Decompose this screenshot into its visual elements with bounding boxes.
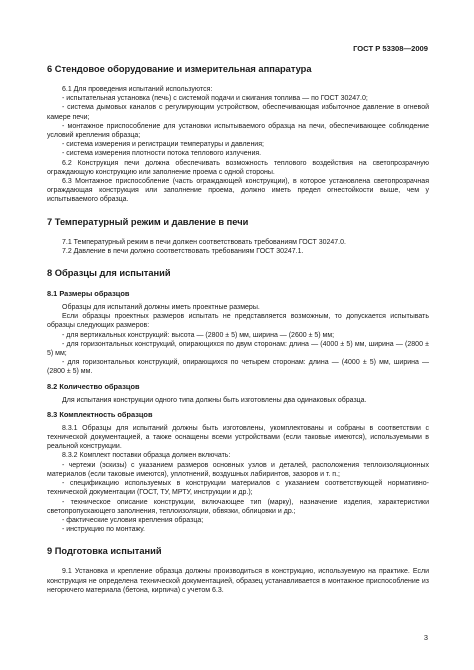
list-item: - для вертикальных конструкций: высота — (2800 ± 5) мм, ширина — (2600 ± 5) мм; bbox=[62, 331, 335, 339]
list-item: - монтажное приспособление для установки испытываемого образца на печи, обеспечивающее соблюдение условий крепления образца; bbox=[47, 122, 429, 140]
paragraph-6-2: 6.2 Конструкция печи должна обеспечивать возможность теплового воздействия на светопрозрачную ограждающую конструкцию или заполнение проема с одной стороны. bbox=[47, 159, 429, 176]
section-8-title: 8 Образцы для испытаний bbox=[47, 268, 171, 279]
section-6-title: 6 Стендовое оборудование и измерительная аппаратура bbox=[47, 64, 312, 74]
list-item: - испытательная установка (печь) с системой подачи и сжигания топлива — по ГОСТ 30247.0; bbox=[62, 95, 368, 103]
paragraph-6-1: 6.1 Для проведения испытаний используются: bbox=[62, 86, 213, 93]
paragraph: Образцы для испытаний должны иметь проектные размеры. bbox=[62, 304, 260, 312]
paragraph-7-2: 7.2 Давление в печи должно соответствовать требованиям ГОСТ 30247.1. bbox=[62, 247, 304, 255]
section-7-title: 7 Температурный режим и давление в печи bbox=[47, 216, 249, 227]
subsection-8-3-title: 8.3 Комплектность образцов bbox=[47, 409, 153, 419]
paragraph-7-1: 7.1 Температурный режим в печи должен соответствовать требованиям ГОСТ 30247.0. bbox=[62, 238, 346, 246]
list-item: - инструкцию по монтажу. bbox=[62, 526, 145, 534]
list-item: - спецификацию используемых в конструкции материалов с указанием соответствующей нормативно-технической документации (ГОСТ, ТУ, МРТУ, инструкции и др.); bbox=[47, 480, 429, 497]
paragraph-8-3-2: 8.3.2 Комплект поставки образца должен включать: bbox=[62, 452, 231, 460]
paragraph: Если образцы проектных размеров испытать не представляется возможным, то допускается испытывать образцы следующих размеров: bbox=[47, 313, 429, 330]
list-item: - чертежи (эскизы) с указанием размеров основных узлов и деталей, расположения теплоизоляционных материалов (если таковые имеются), уплотнений, воздушных лабиринтов, зазоров и т. п.; bbox=[47, 461, 429, 478]
list-item: - для горизонтальных конструкций, опирающихся по четырем сторонам: длина — (4000 ± 5) мм, ширина — (2800 ± 5) мм. bbox=[47, 359, 429, 376]
section-9-title: 9 Подготовка испытаний bbox=[47, 546, 162, 557]
list-item: - фактические условия крепления образца; bbox=[62, 516, 204, 524]
list-item: - для горизонтальных конструкций, опирающихся по двум сторонам: длина — (4000 ± 5) мм, ширина — (2800 ± 5) мм; bbox=[47, 340, 429, 358]
subsection-8-1-title: 8.1 Размеры образцов bbox=[47, 289, 130, 299]
paragraph: Для испытания конструкции одного типа должны быть изготовлены два одинаковых образца. bbox=[62, 396, 367, 404]
page-number: 3 bbox=[423, 633, 428, 642]
paragraph-9-1: 9.1 Установка и крепление образца должны производиться в конструкцию, используемую на практике. Если конструкция не определена технической документацией, образец устанавливается в монтажное приспособление из негорючего материала (бетона, кирпича) с учетом 6.3. bbox=[47, 568, 429, 594]
paragraph-8-3-1: 8.3.1 Образцы для испытаний должны быть изготовлены, укомплектованы и собраны в соответствии с технической документацией, а также оснащены всеми устройствами (если таковые имеются), используемыми в реальной конструкции. bbox=[47, 424, 429, 451]
list-item: - система измерения плотности потока теплового излучения. bbox=[62, 150, 262, 158]
document-body bbox=[47, 64, 429, 595]
subsection-8-2-title: 8.2 Количество образцов bbox=[47, 381, 140, 391]
list-item: - система измерения и регистрации температуры и давления; bbox=[62, 141, 264, 149]
paragraph-6-3: 6.3 Монтажное приспособление (часть ограждающей конструкции), в которое установлена светопрозрачная ограждающая конструкция или заполнение проема, должно иметь предел огнестойкости выше, чем у испытываемого образца. bbox=[47, 178, 429, 204]
document-header: ГОСТ Р 53308—2009 bbox=[353, 44, 428, 53]
list-item: - техническое описание конструкции, включающее тип (марку), назначение изделия, характеристики светопропускающего заполнения, теплоизоляции, обвязки, облицовки и др.; bbox=[47, 498, 429, 515]
list-item: - система дымовых каналов с регулирующим устройством, обеспечивающая избыточное давление в огневой камере печи; bbox=[47, 104, 429, 121]
